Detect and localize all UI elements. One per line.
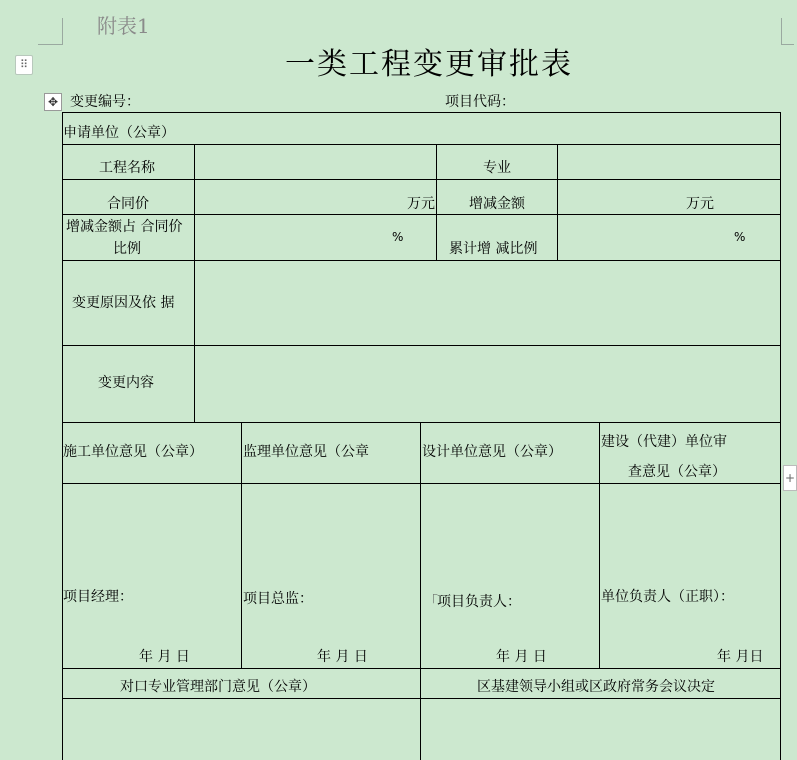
ratio-unit: %	[392, 230, 404, 244]
construction-opinion-label: 施工单位意见（公章）	[63, 444, 203, 460]
project-name-field[interactable]	[196, 146, 435, 178]
change-content-field[interactable]	[196, 347, 779, 421]
change-reason-label: 变更原因及依 据	[72, 295, 175, 311]
cumulative-ratio-label: 累计增 减比例	[449, 241, 538, 257]
change-reason-field[interactable]	[196, 262, 779, 344]
contract-price-field[interactable]	[196, 181, 435, 213]
design-opinion-field[interactable]	[422, 485, 598, 667]
change-amount-label: 增减金额	[469, 196, 525, 212]
date-owner: 年 月日	[717, 649, 764, 665]
table-move-icon[interactable]: ✥	[44, 93, 62, 111]
dept-opinion-label: 对口专业管理部门意见（公章）	[120, 679, 316, 695]
design-lead-mark: 「	[424, 594, 438, 610]
design-opinion-label: 设计单位意见（公章）	[422, 444, 562, 460]
drag-handle-icon[interactable]: ⠿	[15, 55, 33, 75]
change-no-label: 变更编号：	[70, 94, 140, 110]
owner-opinion-label-line2: 查意见（公章）	[628, 464, 726, 480]
design-lead-label: 项目负责人：	[437, 594, 521, 610]
change-content-label: 变更内容	[98, 375, 154, 391]
contract-price-unit: 万元	[407, 196, 435, 212]
supervision-opinion-label: 监理单位意见（公章	[243, 444, 369, 460]
dept-opinion-field[interactable]	[64, 700, 419, 760]
specialty-field[interactable]	[559, 146, 779, 178]
date-supervision: 年 月 日	[317, 649, 368, 665]
supervision-opinion-field[interactable]	[243, 485, 419, 667]
contract-price-label: 合同价	[107, 196, 149, 212]
specialty-label: 专业	[483, 160, 511, 176]
header-label: 附表1	[97, 14, 150, 38]
page-corner-mark	[38, 18, 63, 45]
owner-opinion-field[interactable]	[601, 485, 779, 667]
project-manager-label: 项目经理：	[63, 589, 133, 605]
chief-supervisor-label: 项目总监：	[243, 591, 313, 607]
change-amount-field[interactable]	[559, 181, 779, 213]
leadership-decision-label: 区基建领导小组或区政府常务会议决定	[477, 679, 715, 695]
page-title: 一类工程变更审批表	[285, 47, 573, 82]
page-corner-mark	[781, 18, 794, 45]
ratio-label-line2: 比例	[113, 241, 141, 257]
cumulative-ratio-unit: %	[734, 230, 746, 244]
leadership-decision-field[interactable]	[422, 700, 779, 760]
construction-opinion-field[interactable]	[64, 485, 240, 667]
add-column-icon[interactable]: +	[783, 465, 797, 491]
cumulative-ratio-field[interactable]	[559, 216, 779, 259]
date-design: 年 月 日	[496, 649, 547, 665]
unit-head-label: 单位负责人（正职）：	[601, 589, 734, 605]
applicant-label: 申请单位（公章）	[63, 125, 175, 141]
date-construction: 年 月 日	[139, 649, 190, 665]
project-name-label: 工程名称	[99, 160, 155, 176]
owner-opinion-label-line1: 建设（代建）单位审	[601, 434, 727, 450]
project-code-label: 项目代码：	[445, 94, 515, 110]
ratio-label-line1: 增减金额占 合同价	[66, 219, 183, 235]
change-amount-unit: 万元	[686, 196, 714, 212]
